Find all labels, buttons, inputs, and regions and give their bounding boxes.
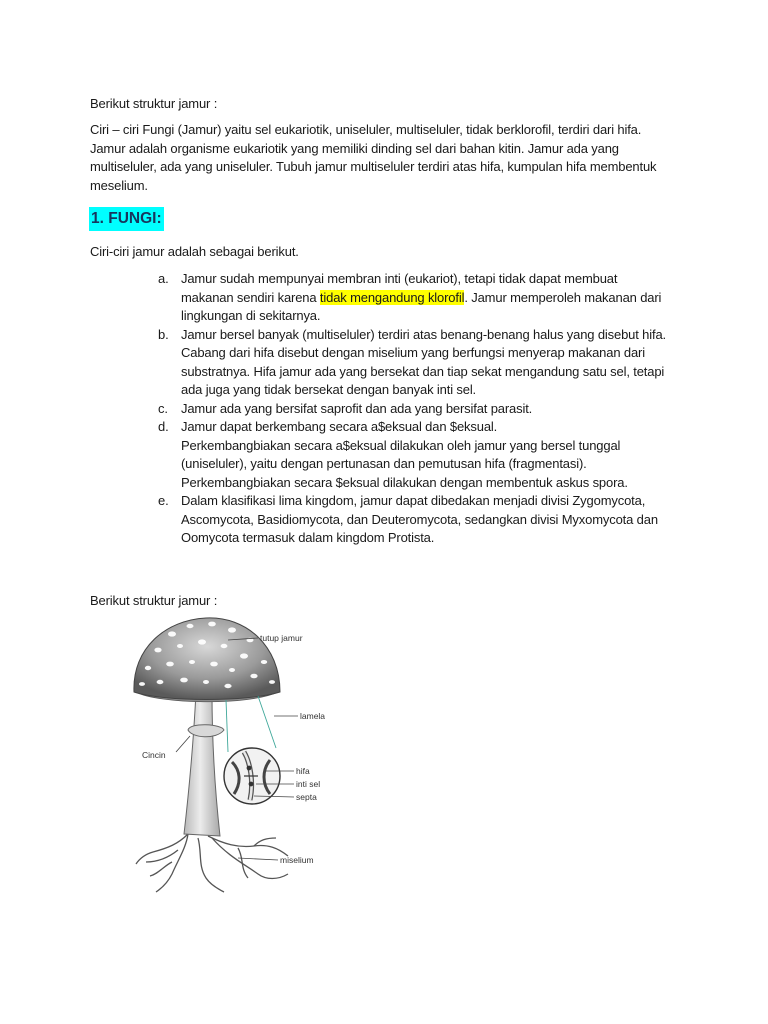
label-nucleus: inti sel	[296, 779, 321, 789]
list-item	[158, 326, 678, 400]
list-line: substratnya. Hifa jamur ada yang bersekat dan tiap sekat mengandung satu sel, tetapi	[181, 363, 665, 379]
label-cap: tutup jamur	[260, 633, 303, 643]
intro-line: Ciri – ciri Fungi (Jamur) yaitu sel eukariotik, uniseluler, multiseluler, tidak berklorofil, terdiri dari hifa.	[90, 122, 642, 137]
list-line: (uniseluler), yaitu dengan pertunasan dan pemutusan hifa (fragmentasi).	[181, 456, 587, 471]
label-septum: septa	[296, 792, 317, 802]
highlighted-text: tidak mengandung klorofil	[319, 289, 465, 305]
list-line: Perkembangbiakan secara $eksual dilakukan dengan membentuk askus spora.	[181, 474, 628, 490]
stem	[184, 692, 220, 836]
list-marker: b.	[158, 326, 169, 342]
list-text: makanan sendiri karena	[181, 289, 320, 305]
list-line: Jamur bersel banyak (multiseluler) terdiri atas benang-benang halus yang disebut hifa.	[181, 326, 666, 342]
intro-line: multiseluler, ada yang uniseluler. Tubuh jamur multiseluler terdiri atas hifa, kumpulan hifa membentuk	[90, 159, 657, 174]
heading-structure-bottom: Berikut struktur jamur :	[90, 593, 218, 608]
list-line: Oomycota termasuk dalam kingdom Protista.	[181, 530, 435, 545]
list-line	[181, 289, 678, 308]
label-mycelium: miselium	[280, 855, 314, 865]
list-line: Dalam klasifikasi lima kingdom, jamur dapat dibedakan menjadi divisi Zygomycota,	[181, 493, 646, 508]
list-line: Jamur dapat berkembang secara a$eksual dan $eksual.	[181, 419, 498, 434]
intro-line: meselium.	[90, 177, 148, 193]
section-title-fungi: 1. FUNGI:	[89, 207, 164, 231]
list-line: Ascomycota, Basidiomycota, dan Deuteromycota, sedangkan divisi Myxomycota dan	[181, 511, 658, 527]
list-item	[158, 400, 678, 419]
list-marker: c.	[158, 400, 168, 416]
label-hypha: hifa	[296, 766, 310, 776]
characteristics-list	[158, 270, 678, 548]
cap	[134, 618, 280, 700]
label-ring: Cincin	[142, 750, 166, 760]
list-line: Cabang dari hifa disebut dengan miselium yang berfungsi menyerap makanan dari	[181, 345, 645, 360]
list-item	[158, 418, 678, 492]
mycelium-roots	[136, 834, 288, 892]
heading-structure-top: Berikut struktur jamur :	[90, 96, 218, 111]
intro-paragraph	[90, 121, 690, 195]
list-item	[158, 492, 678, 548]
list-item	[158, 270, 678, 326]
list-line: lingkungan di sekitarnya.	[181, 308, 321, 323]
list-line: Jamur ada yang bersifat saprofit dan ada yang bersifat parasit.	[181, 400, 533, 416]
list-line: Jamur sudah mempunyai membran inti (eukariot), tetapi tidak dapat membuat	[181, 271, 618, 286]
list-text: . Jamur memperoleh makanan dari	[464, 289, 662, 305]
list-line: ada juga yang tidak bersekat dengan banyak inti sel.	[181, 382, 477, 397]
characteristics-intro: Ciri-ciri jamur adalah sebagai berikut.	[90, 244, 299, 259]
list-marker: d.	[158, 419, 169, 434]
list-line: Perkembangbiakan secara a$eksual dilakukan oleh jamur yang bersel tunggal	[181, 437, 621, 453]
list-marker: e.	[158, 493, 169, 508]
label-gills: lamela	[300, 711, 326, 721]
list-marker: a.	[158, 271, 169, 286]
magnified-hypha	[224, 748, 280, 804]
zoom-lines	[226, 696, 276, 752]
ring	[188, 725, 224, 737]
mushroom-diagram	[128, 612, 368, 897]
intro-line: Jamur adalah organisme eukariotik yang memiliki dinding sel dari bahan kitin. Jamur ada yang	[90, 140, 619, 156]
